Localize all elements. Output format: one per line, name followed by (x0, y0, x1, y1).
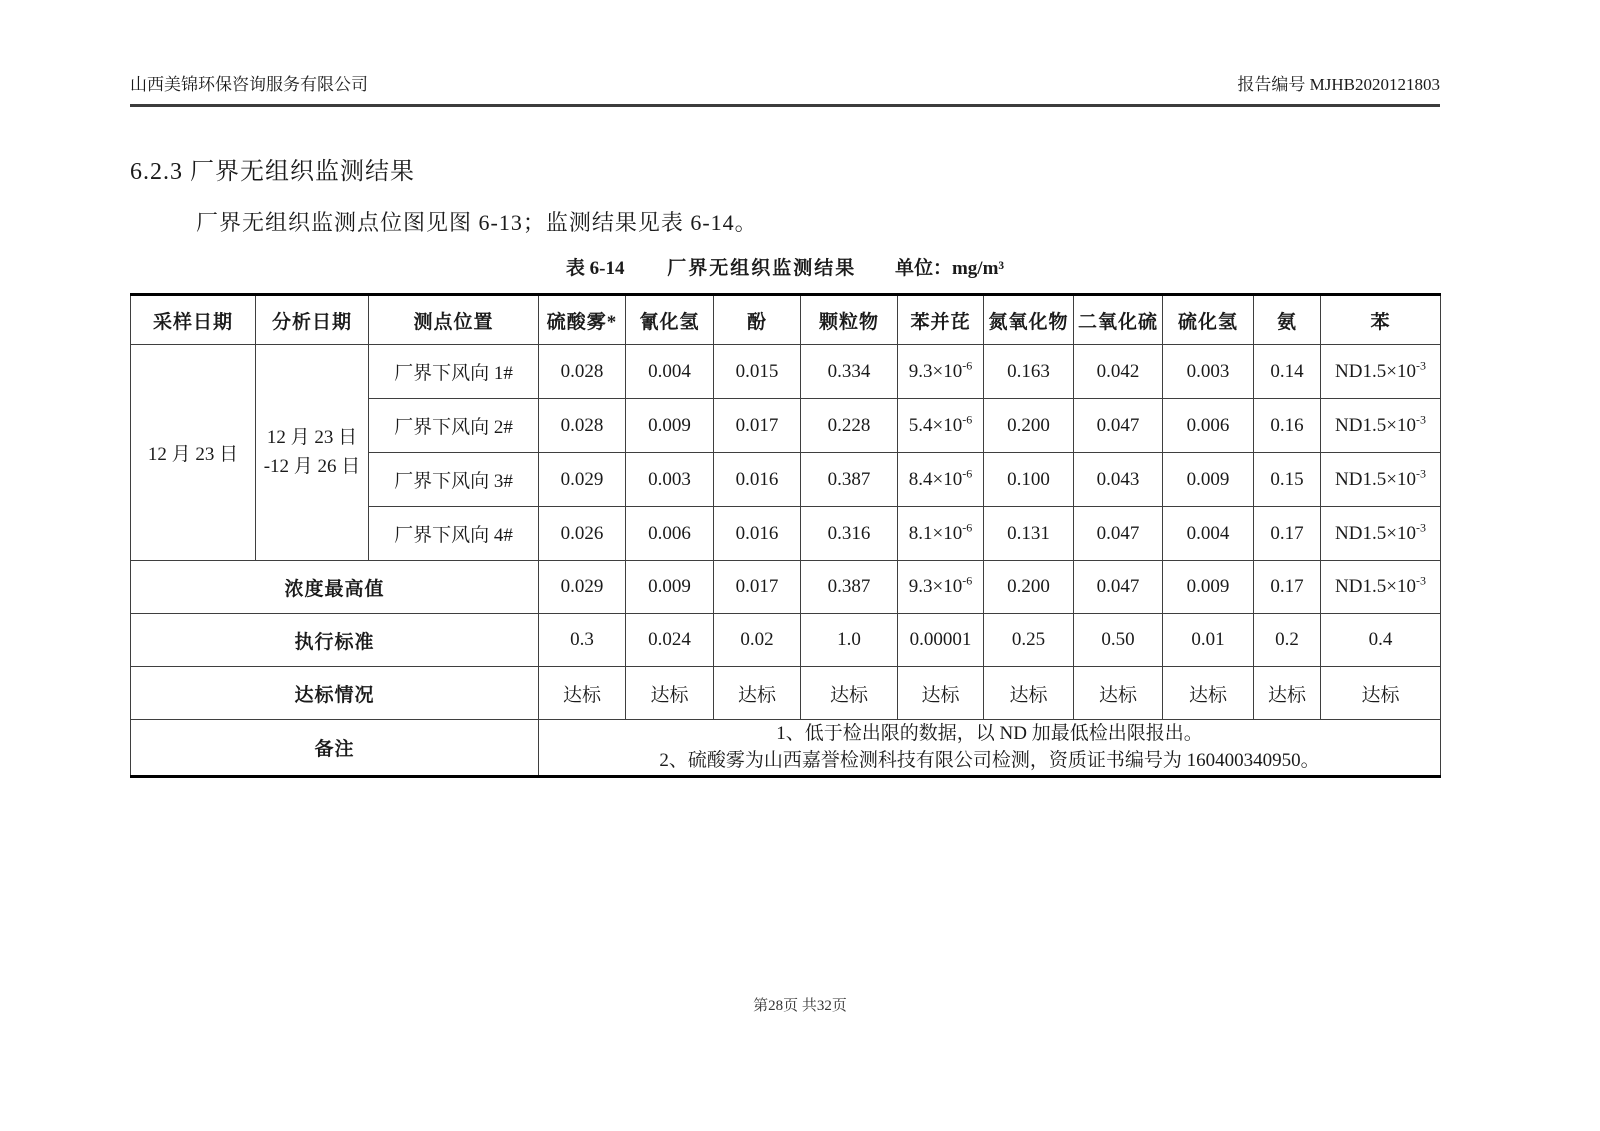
value-cell: 0.015 (714, 345, 801, 399)
value-cell: 0.009 (1163, 561, 1254, 614)
location-cell: 厂界下风向 3# (369, 453, 539, 507)
value-cell: 0.17 (1254, 507, 1321, 561)
exponent: -6 (962, 466, 973, 481)
value-cell: 0.100 (984, 453, 1074, 507)
analysis-date-line: -12 月 26 日 (263, 455, 361, 477)
column-header: 苯并芘 (898, 295, 984, 345)
column-header: 二氧化硫 (1074, 295, 1163, 345)
value-cell: 0.024 (626, 614, 714, 667)
exponent: -6 (962, 358, 973, 373)
header-company-name: 山西美锦环保咨询服务有限公司 (130, 75, 368, 94)
value-cell: 0.004 (1163, 507, 1254, 561)
compliance-row-label: 达标情况 (131, 667, 539, 720)
remark-row (131, 720, 1441, 777)
column-header: 测点位置 (369, 295, 539, 345)
value-cell: 达标 (539, 667, 626, 720)
value-cell: 达标 (626, 667, 714, 720)
value-cell: 0.200 (984, 399, 1074, 453)
remark-content (539, 720, 1441, 777)
value-cell: 1.0 (801, 614, 898, 667)
column-header: 酚 (714, 295, 801, 345)
sample-date-cell: 12 月 23 日 (131, 345, 256, 561)
exponent: -3 (1415, 412, 1426, 427)
value-cell: 0.047 (1074, 561, 1163, 614)
value-cell: 0.042 (1074, 345, 1163, 399)
value-cell: 0.16 (1254, 399, 1321, 453)
value-cell: 0.2 (1254, 614, 1321, 667)
table-caption-unit: 单位：mg/m³ (894, 258, 1005, 279)
analysis-date-cell (256, 345, 369, 561)
compliance-row (131, 667, 1441, 720)
value-cell: 0.02 (714, 614, 801, 667)
page-number: 第28页 共32页 (753, 998, 847, 1014)
value-cell: 0.387 (801, 561, 898, 614)
value-cell: 0.028 (539, 345, 626, 399)
value-cell: 达标 (714, 667, 801, 720)
table-header-row (131, 295, 1441, 345)
value-cell: $5.4\times 10^{-6}$ (898, 399, 984, 453)
value-cell: $9.3\times 10^{-6}$ (898, 345, 984, 399)
value-cell: 0.017 (714, 399, 801, 453)
max-concentration-row (131, 561, 1441, 614)
remark-line: 1、低于检出限的数据，以 ND 加最低检出限报出。 (776, 722, 1203, 744)
location-cell: 厂界下风向 4# (369, 507, 539, 561)
exponent: -3 (1415, 358, 1426, 373)
location-cell: 厂界下风向 2# (369, 399, 539, 453)
body-paragraph: 厂界无组织监测点位图见图 6-13；监测结果见表 6-14。 (196, 210, 758, 235)
value-cell: 0.14 (1254, 345, 1321, 399)
value-cell: 0.009 (626, 561, 714, 614)
column-header: 硫酸雾* (539, 295, 626, 345)
value-cell: 0.228 (801, 399, 898, 453)
value-cell: 0.028 (539, 399, 626, 453)
column-header: 苯 (1321, 295, 1441, 345)
value-cell: 达标 (984, 667, 1074, 720)
value-cell: $9.3\times 10^{-6}$ (898, 561, 984, 614)
value-cell: 0.017 (714, 561, 801, 614)
value-cell: 0.334 (801, 345, 898, 399)
value-cell: 0.029 (539, 453, 626, 507)
value-cell: 0.01 (1163, 614, 1254, 667)
column-header: 分析日期 (256, 295, 369, 345)
value-cell: 达标 (1163, 667, 1254, 720)
value-cell: 0.25 (984, 614, 1074, 667)
exponent: -3 (1415, 520, 1426, 535)
value-cell: $ND1.5\times 10^{-3}$ (1321, 453, 1441, 507)
exponent: -6 (962, 573, 973, 588)
value-cell: $ND1.5\times 10^{-3}$ (1321, 399, 1441, 453)
document-header (130, 70, 1440, 107)
value-cell: 达标 (1321, 667, 1441, 720)
value-cell: 达标 (898, 667, 984, 720)
value-cell: 0.006 (626, 507, 714, 561)
data-row (131, 345, 1441, 399)
header-report-number: 报告编号 MJHB2020121803 (1237, 75, 1440, 94)
value-cell: 0.003 (626, 453, 714, 507)
value-cell: 0.006 (1163, 399, 1254, 453)
value-cell: 0.003 (1163, 345, 1254, 399)
value-cell: 0.131 (984, 507, 1074, 561)
value-cell: 0.387 (801, 453, 898, 507)
monitoring-results-table (130, 293, 1441, 778)
standard-row-label: 执行标准 (131, 614, 539, 667)
max-row-label: 浓度最高值 (131, 561, 539, 614)
exponent: -3 (1415, 573, 1426, 588)
page-content (130, 70, 1440, 778)
remark-line: 2、硫酸雾为山西嘉誉检测科技有限公司检测，资质证书编号为 160400340950。 (659, 749, 1320, 771)
value-cell: $ND1.5\times 10^{-3}$ (1321, 507, 1441, 561)
value-cell: 0.17 (1254, 561, 1321, 614)
value-cell: 0.50 (1074, 614, 1163, 667)
value-cell: $8.1\times 10^{-6}$ (898, 507, 984, 561)
value-cell: 0.029 (539, 561, 626, 614)
column-header: 氨 (1254, 295, 1321, 345)
value-cell: 0.026 (539, 507, 626, 561)
value-cell: 0.016 (714, 453, 801, 507)
section-title: 6.2.3 厂界无组织监测结果 (130, 159, 415, 185)
exponent: -6 (962, 412, 973, 427)
value-cell: 达标 (1254, 667, 1321, 720)
value-cell: 0.316 (801, 507, 898, 561)
exponent: -6 (962, 520, 973, 535)
value-cell: 0.016 (714, 507, 801, 561)
value-cell: 0.200 (984, 561, 1074, 614)
value-cell: $8.4\times 10^{-6}$ (898, 453, 984, 507)
value-cell: 0.009 (1163, 453, 1254, 507)
value-cell: 0.009 (626, 399, 714, 453)
value-cell: 达标 (801, 667, 898, 720)
column-header: 采样日期 (131, 295, 256, 345)
value-cell: 0.004 (626, 345, 714, 399)
table-caption (130, 253, 1440, 280)
remark-row-label: 备注 (131, 720, 539, 777)
column-header: 硫化氢 (1163, 295, 1254, 345)
value-cell: $ND1.5\times 10^{-3}$ (1321, 345, 1441, 399)
table-caption-label: 表 6-14 (565, 258, 625, 279)
table-caption-title: 厂界无组织监测结果 (667, 258, 857, 279)
column-header: 氰化氢 (626, 295, 714, 345)
column-header: 颗粒物 (801, 295, 898, 345)
analysis-date-line: 12 月 23 日 (266, 427, 358, 448)
value-cell: 0.3 (539, 614, 626, 667)
exponent: -3 (1415, 466, 1426, 481)
value-cell: 0.15 (1254, 453, 1321, 507)
value-cell: 0.047 (1074, 507, 1163, 561)
value-cell: 0.043 (1074, 453, 1163, 507)
value-cell: $ND1.5\times 10^{-3}$ (1321, 561, 1441, 614)
value-cell: 达标 (1074, 667, 1163, 720)
location-cell: 厂界下风向 1# (369, 345, 539, 399)
value-cell: 0.163 (984, 345, 1074, 399)
value-cell: 0.4 (1321, 614, 1441, 667)
column-header: 氮氧化物 (984, 295, 1074, 345)
value-cell: 0.047 (1074, 399, 1163, 453)
value-cell: 0.00001 (898, 614, 984, 667)
standard-row (131, 614, 1441, 667)
